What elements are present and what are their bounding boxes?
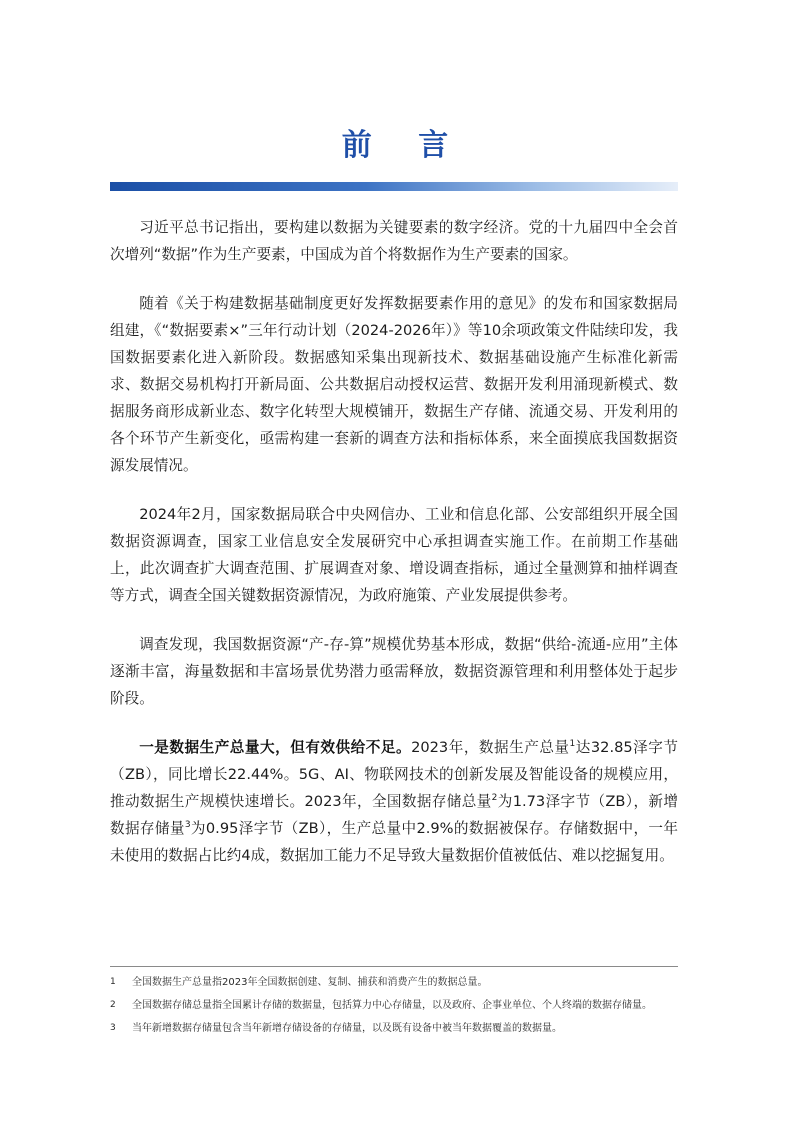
paragraph-5-text-4: 为0.95泽字节（ZB），生产总量中2.9%的数据被保存。存储数据中，一年未使用的数据占比约4成，数据加工能力不足导致大量数据价值被低估、难以挖掘复用。 — [110, 820, 678, 864]
footnote-text: 全国数据生产总量指2023年全国数据创建、复制、捕获和消费产生的数据总量。 — [132, 977, 488, 988]
footnote-number: 3 — [110, 1023, 116, 1033]
footnote-2 — [110, 997, 678, 1014]
paragraph-5-text-2: 达32.85泽字节（ZB），同比增长22.44%。5G、AI、物联网技术的创新发展及智能设备的规模应用，推动数据生产规模快速增长。2023年，全国数据存储总量 — [110, 739, 678, 810]
footnote-ref-3[interactable]: 3 — [184, 820, 191, 831]
paragraph-3: 2024年2月，国家数据局联合中央网信办、工业和信息化部、公安部组织开展全国数据资源调查，国家工业信息安全发展研究中心承担调查实施工作。在前期工作基础上，此次调查扩大调查范围、扩展调查对象、增设调查指标，通过全量测算和抽样调查等方式，调查全国关键数据资源情况，为政府施策、产业发展提供参考。 — [110, 506, 678, 604]
footnote-3 — [110, 1020, 678, 1037]
footnote-1 — [110, 974, 678, 991]
paragraph-5-text-3: 为1.73泽字节（ZB），新增数据存储量 — [110, 793, 678, 837]
footnote-ref-1[interactable]: 1 — [569, 739, 576, 750]
footnote-number: 2 — [110, 1000, 116, 1010]
footnote-ref-2[interactable]: 2 — [491, 793, 498, 804]
footnote-text: 当年新增数据存储量包含当年新增存储设备的存储量，以及既有设备中被当年数据覆盖的数据量。 — [132, 1023, 562, 1034]
title-gradient-bar — [110, 182, 678, 191]
page-title: 前 言 — [341, 128, 467, 163]
footnote-text: 全国数据存储总量指全国累计存储的数据量，包括算力中心存储量，以及政府、企事业单位、个人终端的数据存储量。 — [132, 1000, 652, 1011]
body-content — [110, 214, 678, 891]
paragraph-5-text-1: 2023年，数据生产总量 — [411, 739, 570, 756]
paragraph-5 — [110, 734, 678, 869]
paragraph-1: 习近平总书记指出，要构建以数据为关键要素的数字经济。党的十九届四中全会首次增列“数据”作为生产要素，中国成为首个将数据作为生产要素的国家。 — [110, 219, 678, 263]
footnote-divider — [110, 966, 678, 967]
footnote-number: 1 — [110, 977, 116, 987]
paragraph-2: 随着《关于构建数据基础制度更好发挥数据要素作用的意见》的发布和国家数据局组建，《“数据要素×”三年行动计划（2024-2026年）》等10余项政策文件陆续印发，我国数据要素化进入新阶段。数据感知采集出现新技术、数据基础设施产生标准化新需求、数据交易机构打开新局面、公共数据启动授权运营、数据开发利用涌现新模式、数据服务商形成新业态、数字化转型大规模铺开，数据生产存储、流通交易、开发利用的各个环节产生新变化，亟需构建一套新的调查方法和指标体系，来全面摸底我国数据资源发展情况。 — [110, 295, 678, 474]
paragraph-4: 调查发现，我国数据资源“产-存-算”规模优势基本形成，数据“供给-流通-应用”主体逐渐丰富，海量数据和丰富场景优势潜力亟需释放，数据资源管理和利用整体处于起步阶段。 — [110, 636, 678, 707]
footnotes — [110, 974, 678, 1043]
paragraph-5-lead: 一是数据生产总量大，但有效供给不足。 — [139, 739, 412, 756]
